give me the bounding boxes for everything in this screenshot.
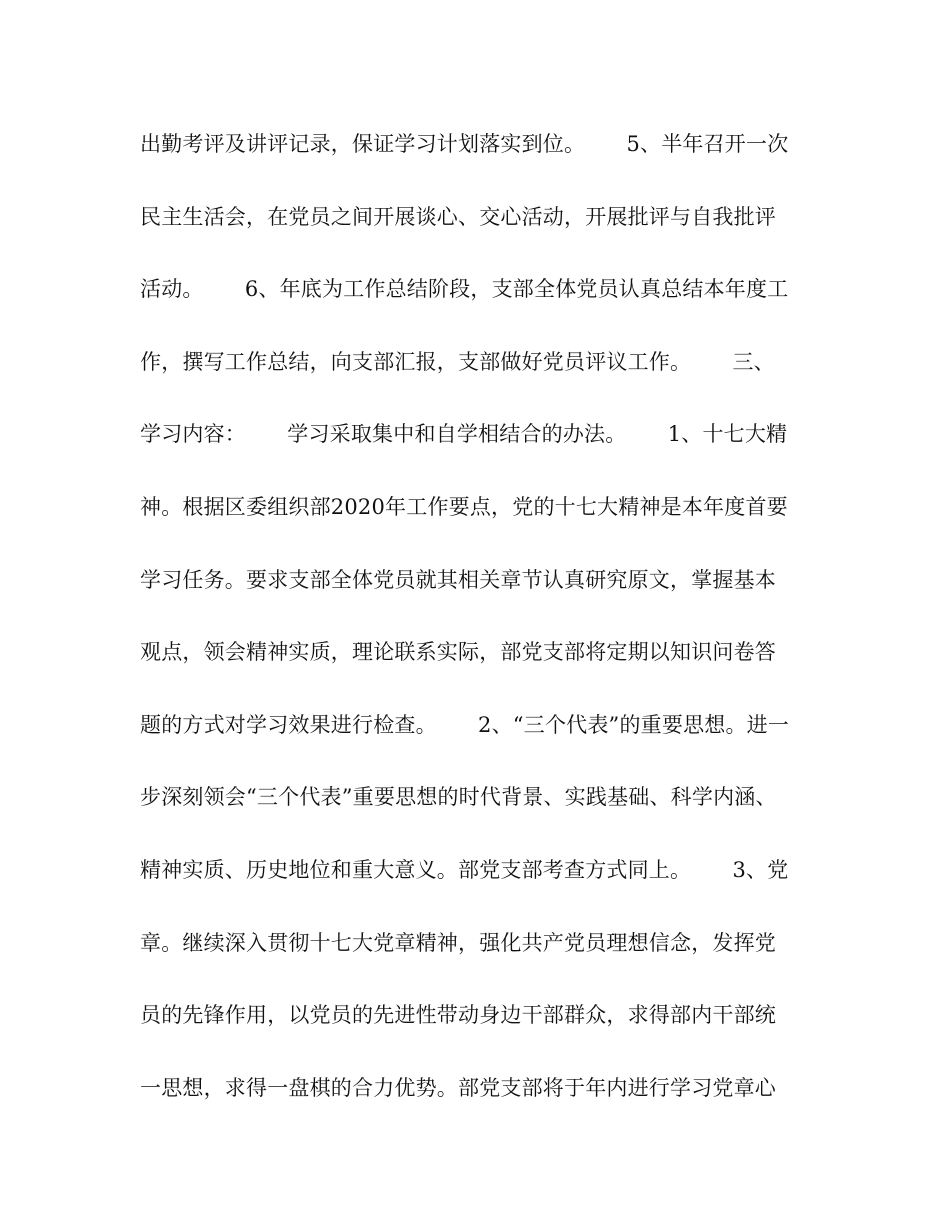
text-line: 精神实质、历史地位和重大意义。部党支部考查方式同上。 3、党 (140, 857, 789, 882)
text-line: 出勤考评及讲评记录，保证学习计划落实到位。 5、半年召开一次 (140, 132, 789, 156)
text-line: 章。继续深入贯彻十七大党章精神，强化共产党员理想信念，发挥党 (140, 930, 776, 955)
text-line: 题的方式对学习效果进行检查。 2、“三个代表”的重要思想。进一 (140, 712, 790, 737)
text-line: 神。根据区委组织部2020年工作要点，党的十七大精神是本年度首要 (140, 494, 788, 519)
text-line: 作，撰写工作总结，向支部汇报，支部做好党员评议工作。 三、 (140, 349, 775, 374)
text-line: 观点，领会精神实质，理论联系实际，部党支部将定期以知识问卷答 (140, 640, 776, 665)
text-line: 步深刻领会“三个代表”重要思想的时代背景、实践基础、科学内涵、 (140, 785, 777, 810)
body-text (140, 124, 810, 1140)
text-line: 学习任务。要求支部全体党员就其相关章节认真研究原文，掌握基本 (140, 567, 776, 592)
text-line: 活动。 6、年底为工作总结阶段，支部全体党员认真总结本年度工 (140, 277, 789, 302)
text-line: 学习内容： 学习采取集中和自学相结合的办法。 1、十七大精 (140, 422, 788, 447)
text-line: 员的先锋作用，以党员的先进性带动身边干部群众，求得部内干部统 (140, 1003, 776, 1028)
text-line: 一思想，求得一盘棋的合力优势。部党支部将于年内进行学习党章心 (140, 1075, 776, 1100)
text-line: 民主生活会，在党员之间开展谈心、交心活动，开展批评与自我批评 (140, 204, 776, 229)
